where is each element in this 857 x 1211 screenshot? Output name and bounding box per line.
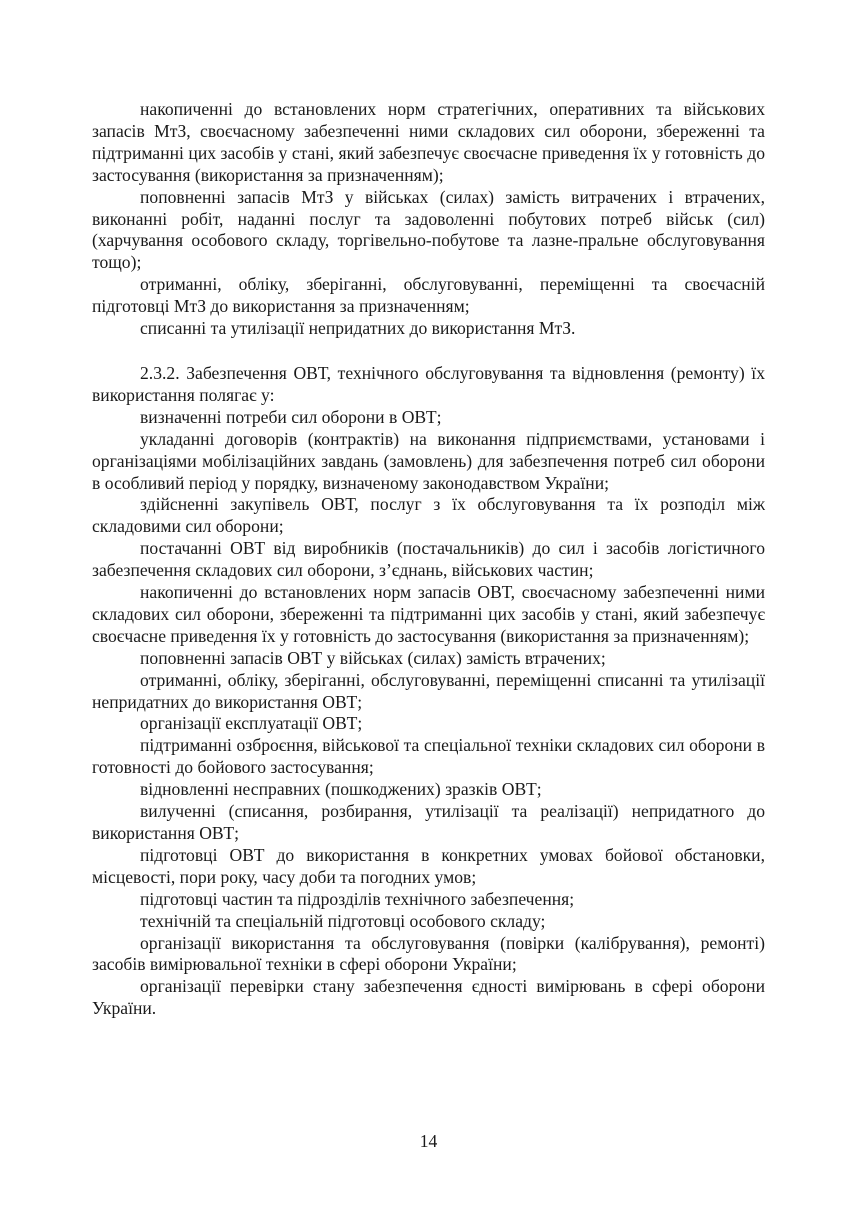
paragraph: вилученні (списання, розбирання, утилізації та реалізації) непридатного до використання ОВТ; <box>92 801 765 843</box>
paragraph: укладанні договорів (контрактів) на виконання підприємствами, установами і організаціями мобілізаційних завдань (замовлень) для забезпечення потреб сил оборони в особливий період у порядку, визначеному законодавством України; <box>92 428 765 493</box>
paragraph: відновленні несправних (пошкоджених) зразків ОВТ; <box>140 779 542 800</box>
paragraph: підтриманні озброєння, військової та спеціальної техніки складових сил оборони в готовності до бойового застосування; <box>92 735 765 778</box>
paragraph: здійсненні закупівель ОВТ, послуг з їх обслуговування та їх розподіл між складовими сил оборони; <box>92 494 765 537</box>
paragraph-spacer <box>92 340 765 363</box>
paragraph: технічній та спеціальній підготовці особового складу; <box>140 910 546 931</box>
paragraph: поповненні запасів ОВТ у військах (силах) замість втрачених; <box>140 647 606 668</box>
paragraph: поповненні запасів МтЗ у військах (силах) замість витрачених і втрачених, виконанні робіт, наданні послуг та задоволенні побутових потреб військ (сил) (харчування особового складу, торгівельно-побутове та лазне-пральне обслуговування тощо); <box>92 186 765 273</box>
page-number: 14 <box>419 1131 438 1151</box>
paragraph: організації перевірки стану забезпечення єдності вимірювань в сфері оборони України. <box>92 976 765 1019</box>
paragraph: отриманні, обліку, зберіганні, обслуговуванні, переміщенні списанні та утилізації непридатних до використання ОВТ; <box>92 669 765 712</box>
paragraph: визначенні потреби сил оборони в ОВТ; <box>140 406 442 427</box>
paragraph: організації експлуатації ОВТ; <box>140 713 363 734</box>
paragraph: постачанні ОВТ від виробників (постачальників) до сил і засобів логістичного забезпечення складових сил оборони, з’єднань, військових частин; <box>92 538 765 581</box>
section-heading-paragraph: 2.3.2. Забезпечення ОВТ, технічного обслуговування та відновлення (ремонту) їх використання полягає у: <box>92 362 765 405</box>
paragraph: підготовці ОВТ до використання в конкретних умовах бойової обстановки, місцевості, пори року, часу доби та погодних умов; <box>92 844 765 887</box>
paragraph: накопиченні до встановлених норм стратегічних, оперативних та військових запасів МтЗ, своєчасному забезпеченні ними складових сил оборони, збереженні та підтриманні цих засобів у стані, який забезпечує своєчасне приведення їх у готовність до застосування (використання за призначенням); <box>92 99 765 185</box>
paragraph: списанні та утилізації непридатних до використання МтЗ. <box>140 318 576 339</box>
paragraph: підготовці частин та підрозділів технічного забезпечення; <box>140 888 575 909</box>
paragraph: організації використання та обслуговування (повірки (калібрування), ремонті) засобів вимірювальної техніки в сфері оборони України; <box>92 932 765 975</box>
body-text <box>92 99 765 1020</box>
paragraph: накопиченні до встановлених норм запасів ОВТ, своєчасному забезпеченні ними складових сил оборони, збереженні та підтриманні цих засобів у стані, який забезпечує своєчасне приведення їх у готовність до застосування (використання за призначенням); <box>92 582 765 646</box>
paragraph: отриманні, обліку, зберіганні, обслуговуванні, переміщенні та своєчасній підготовці МтЗ до використання за призначенням; <box>92 274 765 317</box>
